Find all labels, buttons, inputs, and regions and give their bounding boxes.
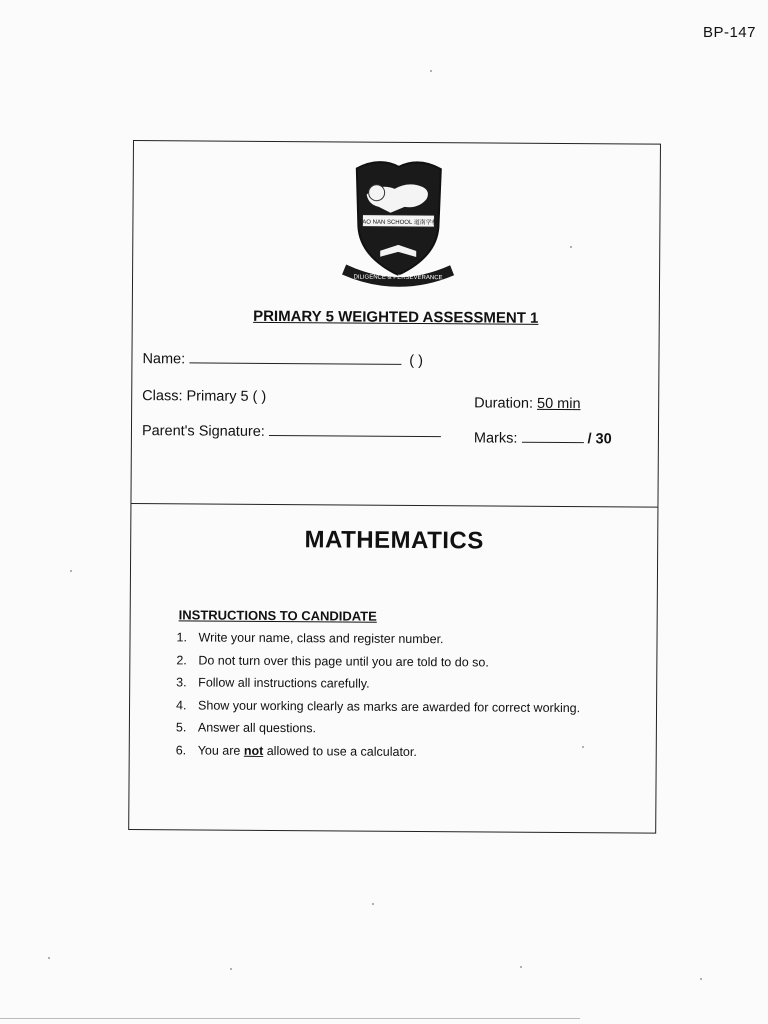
signature-field[interactable] — [269, 435, 441, 437]
instruction-item: 1. Write your name, class and register number. — [176, 630, 444, 647]
register-number-paren: ( ) — [409, 352, 423, 370]
scan-speck — [582, 746, 584, 748]
marks-label: Marks: — [473, 430, 518, 447]
marks-row — [474, 430, 612, 447]
instruction-item: 3. Follow all instructions carefully. — [176, 675, 370, 691]
duration-label: Duration: — [474, 395, 534, 412]
header-section — [131, 141, 660, 508]
scan-speck — [230, 968, 232, 970]
scan-speck — [570, 246, 572, 248]
scan-speck — [520, 966, 522, 968]
signature-row — [142, 423, 441, 441]
school-crest-logo — [338, 156, 459, 287]
assessment-title: PRIMARY 5 WEIGHTED ASSESSMENT 1 — [253, 307, 539, 327]
signature-label: Parent's Signature: — [141, 423, 265, 440]
scan-speck — [48, 957, 50, 959]
scan-speck — [70, 570, 72, 572]
scan-speck — [430, 70, 432, 72]
crest-school-name: TAO NAN SCHOOL 道南学校 — [359, 219, 438, 227]
name-row — [142, 351, 423, 369]
instruction-item: 5. Answer all questions. — [175, 720, 317, 736]
scan-edge-line — [0, 1018, 580, 1019]
scan-speck — [700, 978, 702, 980]
duration-row — [474, 395, 581, 412]
subject-title: MATHEMATICS — [304, 526, 484, 555]
instruction-item: 6. You are not allowed to use a calculator. — [175, 742, 417, 759]
instructions-heading: INSTRUCTIONS TO CANDIDATE — [178, 607, 377, 624]
name-field[interactable] — [189, 362, 401, 364]
crest-motto: DILIGENCE & PERSEVERANCE — [353, 274, 443, 282]
class-row — [142, 388, 266, 405]
marks-total: / 30 — [587, 431, 612, 448]
instruction-item: 4. Show your working clearly as marks are awarded for correct working. — [176, 697, 581, 715]
name-label: Name: — [142, 351, 186, 368]
cover-frame — [128, 140, 661, 834]
marks-field[interactable] — [521, 442, 583, 443]
scan-speck — [372, 903, 374, 905]
instruction-item: 2. Do not turn over this page until you are told to do so. — [176, 652, 489, 669]
instructions-list — [176, 630, 581, 768]
duration-value: 50 min — [536, 395, 581, 413]
not-emphasis: not — [243, 743, 264, 758]
page-code: BP-147 — [702, 24, 756, 41]
class-label: Class: Primary 5 ( ) — [142, 388, 267, 405]
